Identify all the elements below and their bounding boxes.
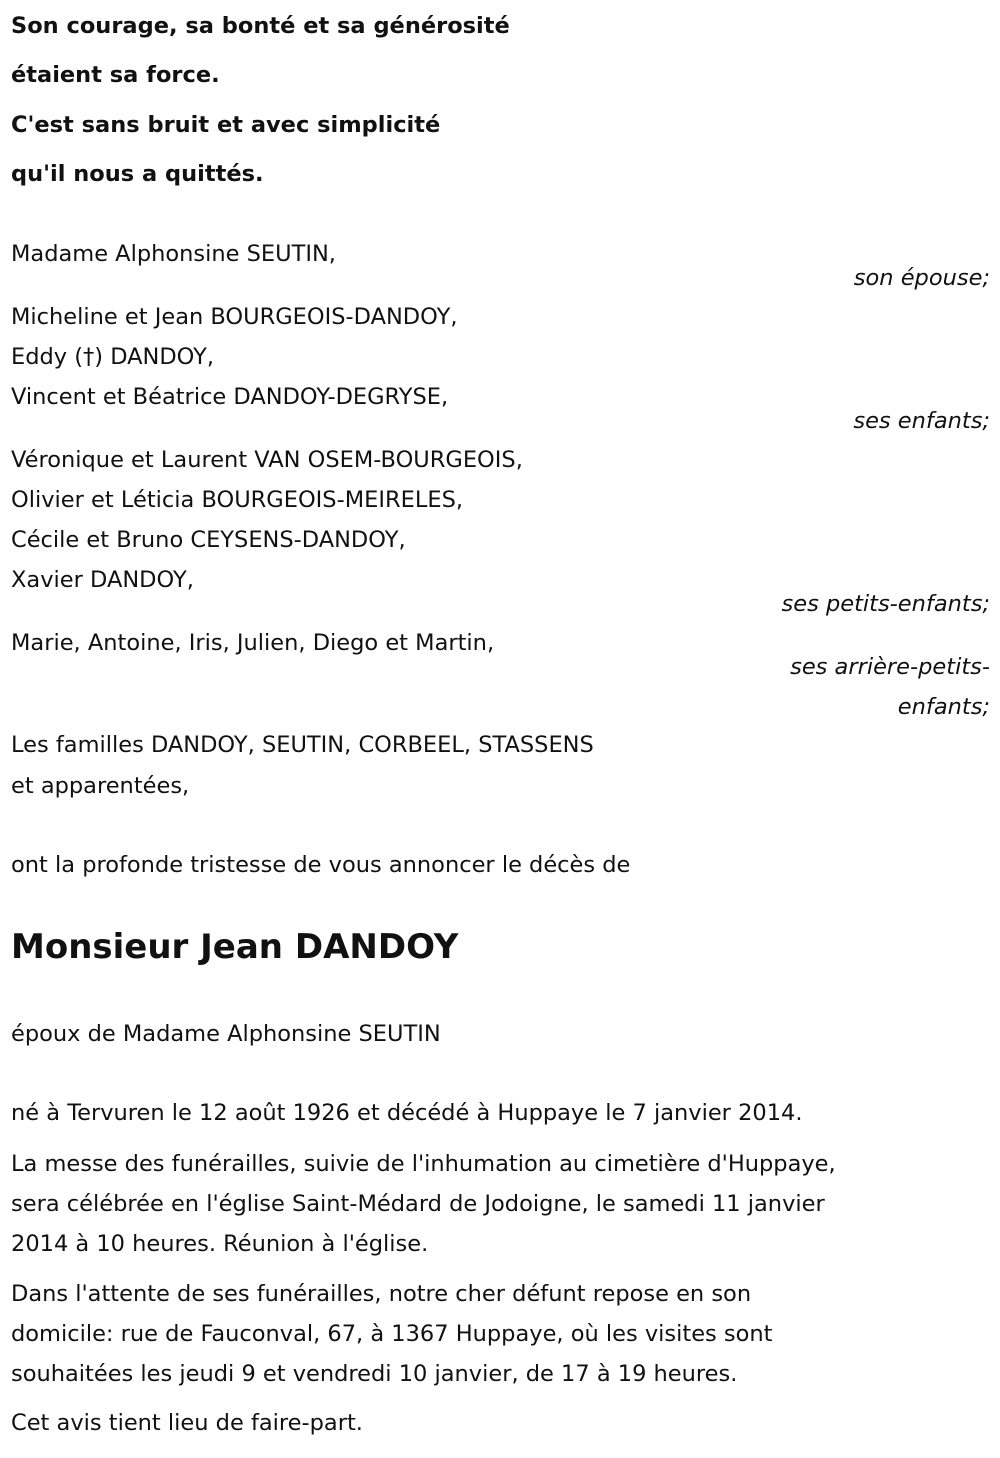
spouse-role: son épouse; [853,265,990,291]
great-grandchildren-role: enfants; [897,694,990,720]
grandchild-name: Cécile et Bruno CEYSENS-DANDOY, [11,527,406,553]
families-line: Les familles DANDOY, SEUTIN, CORBEEL, STASSENS [11,732,594,758]
spouse-name: Madame Alphonsine SEUTIN, [11,241,336,267]
funeral-line: 2014 à 10 heures. Réunion à l'église. [11,1231,429,1257]
birth-death: né à Tervuren le 12 août 1926 et décédé à Huppaye le 7 janvier 2014. [11,1100,803,1126]
visitation-line: Dans l'attente de ses funérailles, notre cher défunt repose en son [11,1281,752,1307]
visitation-line: domicile: rue de Fauconval, 67, à 1367 Huppaye, où les visites sont [11,1321,773,1347]
announcement: ont la profonde tristesse de vous annoncer le décès de [11,852,631,878]
child-name: Eddy (†) DANDOY, [11,344,215,370]
spouse-of: époux de Madame Alphonsine SEUTIN [11,1021,441,1047]
deceased-name: Monsieur Jean DANDOY [11,927,459,967]
poem-line: Son courage, sa bonté et sa générosité [11,13,510,39]
children-role: ses enfants; [853,408,990,434]
grandchild-name: Olivier et Léticia BOURGEOIS-MEIRELES, [11,487,464,513]
child-name: Micheline et Jean BOURGEOIS-DANDOY, [11,304,458,330]
child-name: Vincent et Béatrice DANDOY-DEGRYSE, [11,384,449,410]
grandchildren-role: ses petits-enfants; [781,591,990,617]
great-grandchildren-names: Marie, Antoine, Iris, Julien, Diego et Martin, [11,630,495,656]
closing-note: Cet avis tient lieu de faire-part. [11,1410,363,1436]
poem-line: étaient sa force. [11,62,220,88]
funeral-line: La messe des funérailles, suivie de l'inhumation au cimetière d'Huppaye, [11,1151,836,1177]
poem-line: C'est sans bruit et avec simplicité [11,112,441,138]
funeral-line: sera célébrée en l'église Saint-Médard de Jodoigne, le samedi 11 janvier [11,1191,825,1217]
great-grandchildren-role: ses arrière-petits- [790,654,990,680]
grandchild-name: Véronique et Laurent VAN OSEM-BOURGEOIS, [11,447,523,473]
grandchild-name: Xavier DANDOY, [11,567,194,593]
visitation-line: souhaitées les jeudi 9 et vendredi 10 janvier, de 17 à 19 heures. [11,1361,738,1387]
families-line: et apparentées, [11,773,190,799]
poem-line: qu'il nous a quittés. [11,161,264,187]
